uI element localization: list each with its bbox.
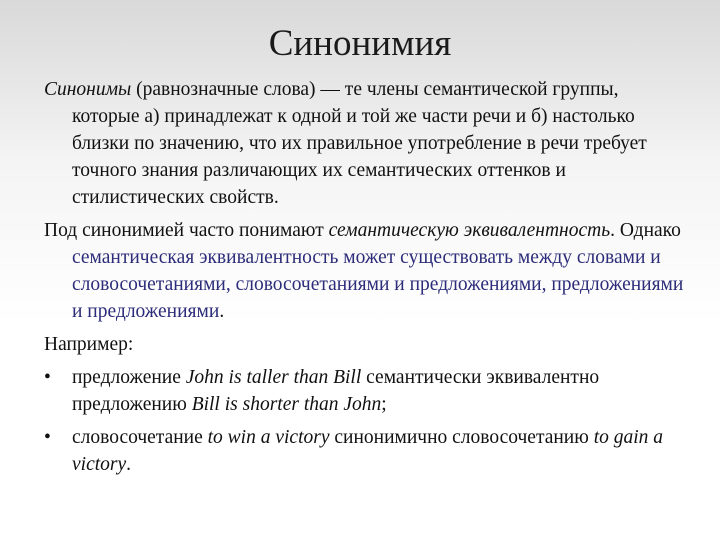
- bullet-text: предложение: [72, 367, 186, 388]
- bullet-example: Bill is shorter than John: [191, 394, 382, 415]
- equivalence-highlight: семантическая эквивалентность может существовать между словами и словосочетаниями, словосочетаниями и предложениями, предложениями и предложениями: [72, 247, 684, 322]
- bullet-example: to gain a victory: [72, 427, 664, 475]
- equivalence-mid: . Однако: [610, 220, 681, 241]
- equivalence-lead: Под синонимией часто понимают: [44, 220, 329, 241]
- definition-paragraph: [44, 76, 684, 211]
- bullet-text: синонимично словосочетанию: [329, 427, 594, 448]
- term-semantic-equivalence: семантическую эквивалентность: [328, 220, 611, 241]
- example-bullet: [44, 364, 684, 418]
- bullet-text: .: [126, 454, 132, 475]
- slide-body: [44, 76, 684, 484]
- term-synonyms: Синонимы: [44, 79, 132, 100]
- bullet-text: семантически эквивалентно предложению: [72, 367, 600, 415]
- example-bullet: [44, 424, 684, 478]
- equivalence-paragraph: [44, 217, 684, 325]
- bullet-marker: •: [44, 367, 51, 388]
- bullet-text: ;: [381, 394, 387, 415]
- slide-title: Синонимия: [268, 23, 452, 64]
- bullet-marker: •: [44, 427, 51, 448]
- bullet-example: to win a victory: [207, 427, 330, 448]
- example-heading: Например:: [44, 334, 134, 355]
- bullet-text: словосочетание: [72, 427, 208, 448]
- equivalence-end: .: [219, 301, 225, 322]
- definition-text: (равнозначные слова) — те члены семантической группы, которые а) принадлежат к одной и той же части речи и б) настолько близки по значению, что их правильное употребление в речи требует точного знания различающих их семантических оттенков и стилистических свойств.: [72, 79, 647, 208]
- bullet-example: John is taller than Bill: [185, 367, 362, 388]
